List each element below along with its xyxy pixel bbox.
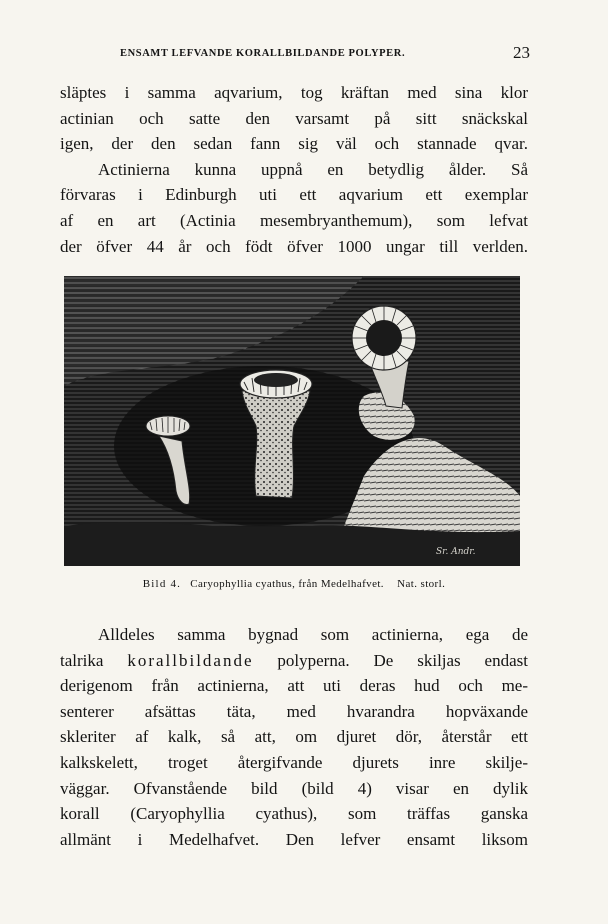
text-fragment: polyperna. De skiljas endast — [277, 650, 528, 670]
text-fragment: talrika — [60, 650, 104, 670]
text-line: igen, der den sedan fann sig väl och stannade qvar. — [60, 134, 528, 154]
running-head — [60, 43, 530, 64]
caption-label: Bild 4. — [142, 578, 182, 590]
engraving-illustration — [64, 276, 520, 566]
caption-note: Nat. storl. — [397, 578, 446, 590]
spaced-word: korallbildande — [127, 650, 254, 670]
coral-engraving-figure — [64, 276, 520, 566]
page-number: 23 — [513, 43, 530, 62]
text-line: derigenom från actinierna, att uti deras hud och me- — [60, 676, 528, 696]
text-line: senterer afsättas täta, med hvarandra hopväxande — [60, 701, 528, 721]
figure-caption — [60, 578, 528, 590]
text-line: skleriter af kalk, så att, om djuret dör, återstår ett — [60, 727, 528, 747]
caption-text: Caryophyllia cyathus, från Medelhafvet. — [190, 578, 384, 590]
running-title: ENSAMT LEFVANDE KORALLBILDANDE POLYPER. — [120, 48, 406, 59]
text-line: Actinierna kunna uppnå en betydlig ålder. Så — [98, 159, 528, 179]
text-line: der öfver 44 år och födt öfver 1000 ungar till verlden. — [60, 236, 528, 256]
text-line: kalkskelett, troget återgifvande djurets inre skilje- — [60, 752, 528, 772]
paragraph-1 — [60, 80, 528, 259]
text-line: af en art (Actinia mesembryanthemum), som lefvat — [60, 210, 528, 230]
engraver-signature: Sr. Andr. — [436, 547, 476, 557]
text-line-with-spaced-word — [60, 648, 528, 674]
text-line: Alldeles samma bygnad som actinierna, ega de — [98, 625, 528, 644]
text-line: förvaras i Edinburgh uti ett aqvarium ett exemplar — [60, 185, 528, 205]
text-line: väggar. Ofvanstående bild (bild 4) visar en dylik — [60, 778, 528, 798]
text-line: släptes i samma aqvarium, tog kräftan med sina klor — [60, 83, 528, 102]
paragraph-2 — [60, 622, 528, 852]
text-line: actinian och satte den varsamt på sitt snäckskal — [60, 108, 528, 128]
text-line: korall (Caryophyllia cyathus), som träffas ganska — [60, 804, 528, 824]
text-line: allmänt i Medelhafvet. Den lefver ensamt liksom — [60, 829, 528, 849]
